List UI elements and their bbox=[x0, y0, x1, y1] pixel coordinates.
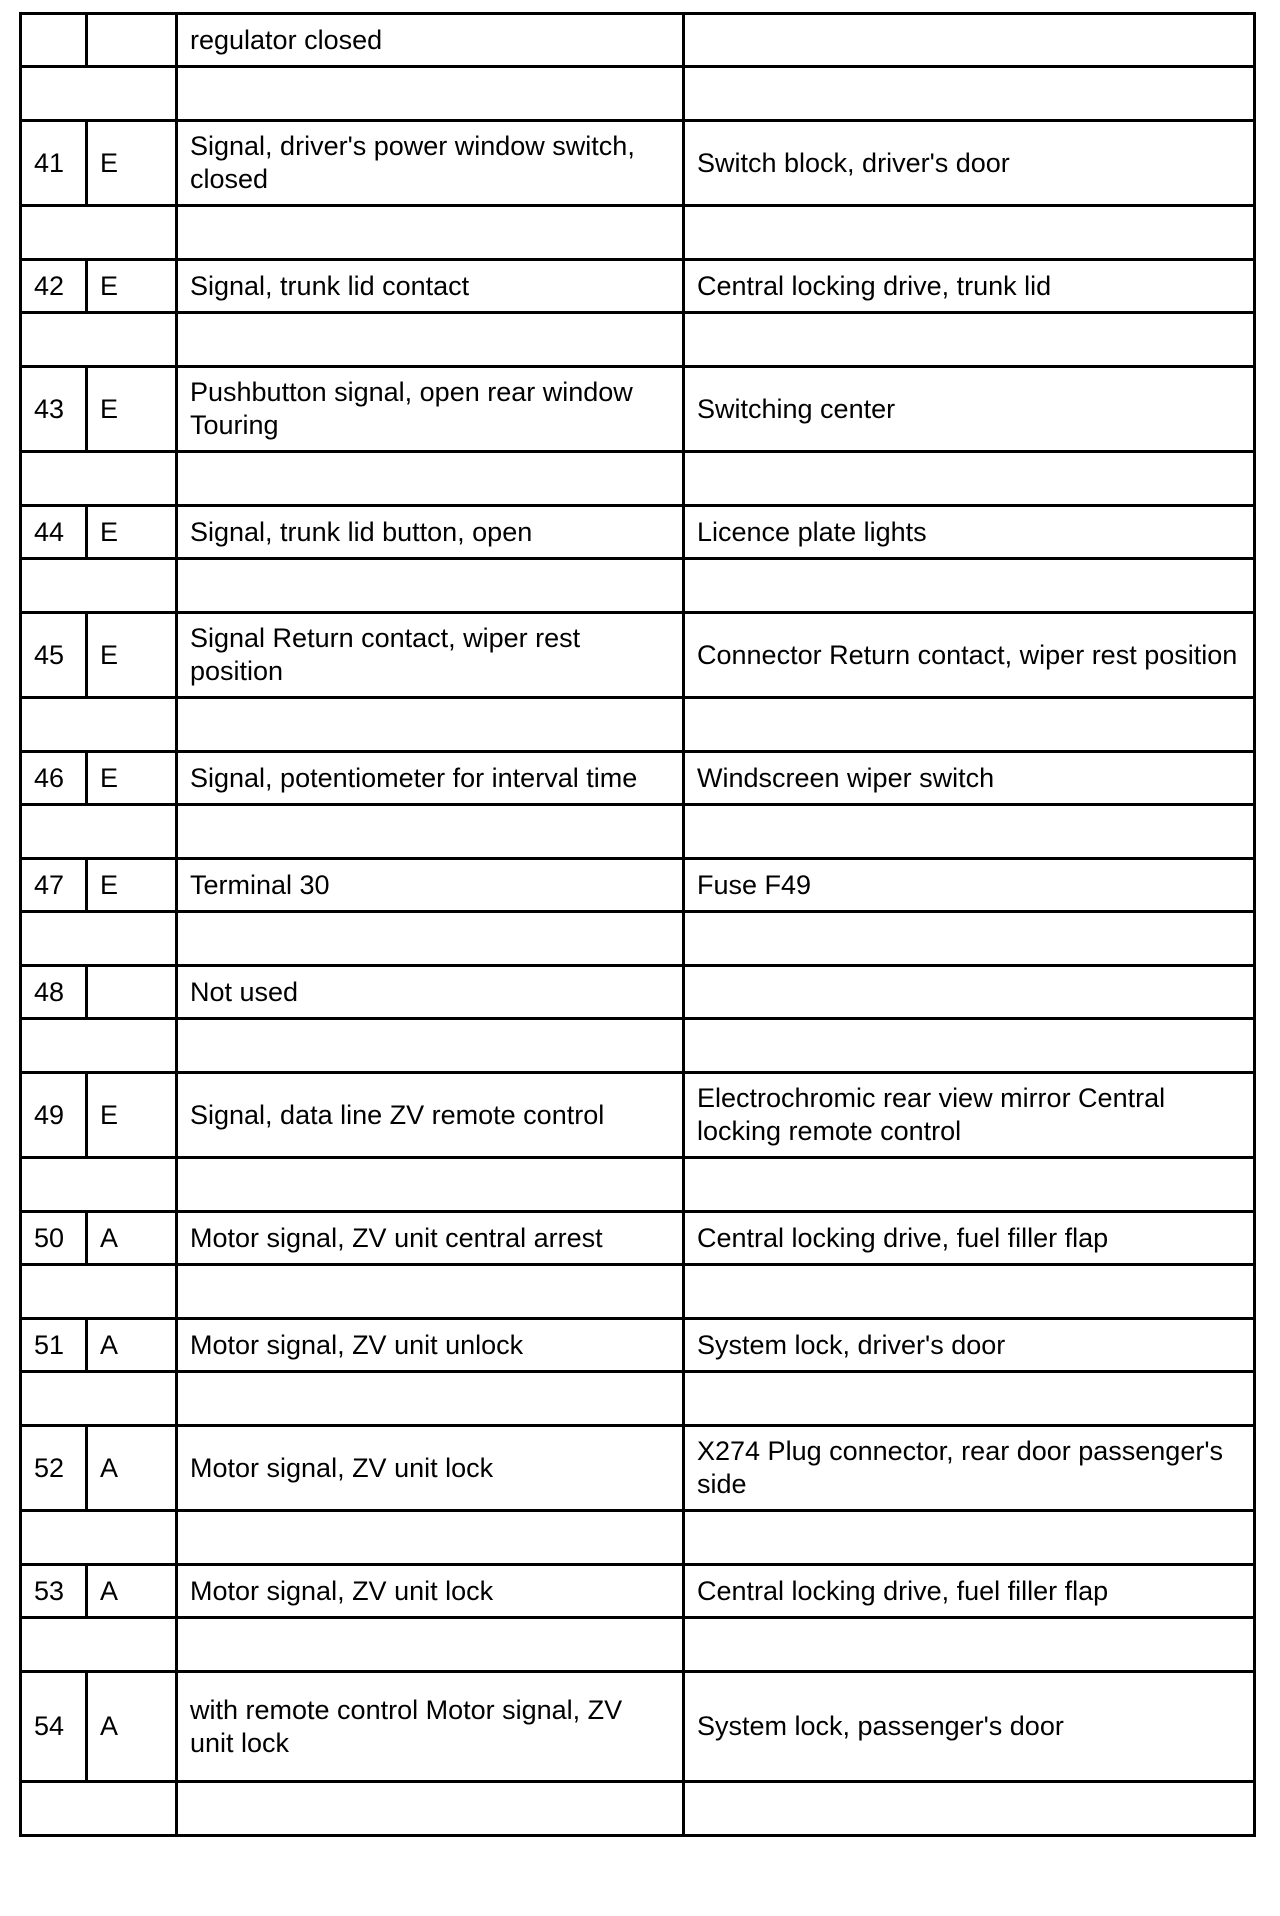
connection-target-cell: X274 Plug connector, rear door passenger's side bbox=[684, 1426, 1255, 1511]
spacer-cell bbox=[684, 698, 1255, 752]
spacer-cell bbox=[177, 67, 684, 121]
signal-direction-cell: A bbox=[87, 1319, 177, 1372]
signal-description-cell: Motor signal, ZV unit lock bbox=[177, 1426, 684, 1511]
connection-target-cell: Central locking drive, trunk lid bbox=[684, 260, 1255, 313]
spacer-row bbox=[21, 452, 1255, 506]
spacer-cell bbox=[177, 1511, 684, 1565]
table-row bbox=[21, 1672, 1255, 1782]
table-row bbox=[21, 613, 1255, 698]
spacer-row bbox=[21, 1511, 1255, 1565]
spacer-cell bbox=[177, 1372, 684, 1426]
spacer-cell bbox=[21, 1158, 177, 1212]
pin-number-cell: 50 bbox=[21, 1212, 87, 1265]
pin-number-cell: 52 bbox=[21, 1426, 87, 1511]
pin-number-cell: 42 bbox=[21, 260, 87, 313]
spacer-cell bbox=[177, 1158, 684, 1212]
connection-target-cell: Switching center bbox=[684, 367, 1255, 452]
connection-target-cell: Central locking drive, fuel filler flap bbox=[684, 1565, 1255, 1618]
spacer-cell bbox=[684, 1782, 1255, 1836]
spacer-cell bbox=[21, 559, 177, 613]
spacer-cell bbox=[177, 1019, 684, 1073]
spacer-row bbox=[21, 313, 1255, 367]
table-row bbox=[21, 506, 1255, 559]
spacer-cell bbox=[21, 206, 177, 260]
spacer-cell bbox=[684, 1019, 1255, 1073]
spacer-cell bbox=[177, 912, 684, 966]
spacer-row bbox=[21, 1019, 1255, 1073]
spacer-row bbox=[21, 1618, 1255, 1672]
spacer-cell bbox=[21, 1372, 177, 1426]
pin-table-body bbox=[21, 14, 1255, 1836]
pin-number-cell: 53 bbox=[21, 1565, 87, 1618]
spacer-row bbox=[21, 698, 1255, 752]
signal-direction-cell: E bbox=[87, 260, 177, 313]
spacer-cell bbox=[684, 452, 1255, 506]
spacer-cell bbox=[684, 313, 1255, 367]
signal-description-cell: Signal, data line ZV remote control bbox=[177, 1073, 684, 1158]
spacer-cell bbox=[684, 1158, 1255, 1212]
signal-direction-cell: E bbox=[87, 1073, 177, 1158]
spacer-cell bbox=[177, 698, 684, 752]
signal-direction-cell: E bbox=[87, 121, 177, 206]
pin-number-cell: 43 bbox=[21, 367, 87, 452]
spacer-row bbox=[21, 206, 1255, 260]
signal-description-cell: Terminal 30 bbox=[177, 859, 684, 912]
spacer-cell bbox=[21, 1782, 177, 1836]
signal-direction-cell: E bbox=[87, 752, 177, 805]
table-row bbox=[21, 1212, 1255, 1265]
signal-direction-cell bbox=[87, 14, 177, 67]
spacer-cell bbox=[21, 67, 177, 121]
spacer-row bbox=[21, 67, 1255, 121]
connection-target-cell: Switch block, driver's door bbox=[684, 121, 1255, 206]
connection-target-cell: Electrochromic rear view mirror Central locking remote control bbox=[684, 1073, 1255, 1158]
pin-assignment-table bbox=[19, 12, 1256, 1837]
signal-direction-cell: E bbox=[87, 613, 177, 698]
signal-direction-cell: A bbox=[87, 1672, 177, 1782]
spacer-cell bbox=[684, 805, 1255, 859]
table-row bbox=[21, 966, 1255, 1019]
spacer-cell bbox=[177, 1265, 684, 1319]
spacer-cell bbox=[684, 1618, 1255, 1672]
spacer-cell bbox=[684, 67, 1255, 121]
connection-target-cell: Licence plate lights bbox=[684, 506, 1255, 559]
signal-description-cell: Pushbutton signal, open rear window Touring bbox=[177, 367, 684, 452]
spacer-cell bbox=[177, 452, 684, 506]
spacer-cell bbox=[21, 1511, 177, 1565]
spacer-cell bbox=[177, 559, 684, 613]
connection-target-cell: Windscreen wiper switch bbox=[684, 752, 1255, 805]
table-row bbox=[21, 260, 1255, 313]
table-row bbox=[21, 1565, 1255, 1618]
pin-number-cell: 47 bbox=[21, 859, 87, 912]
spacer-cell bbox=[684, 1265, 1255, 1319]
spacer-cell bbox=[177, 206, 684, 260]
table-row bbox=[21, 367, 1255, 452]
spacer-row bbox=[21, 1158, 1255, 1212]
signal-description-cell: Signal, potentiometer for interval time bbox=[177, 752, 684, 805]
pin-number-cell: 41 bbox=[21, 121, 87, 206]
spacer-cell bbox=[684, 559, 1255, 613]
spacer-cell bbox=[684, 206, 1255, 260]
spacer-cell bbox=[177, 313, 684, 367]
table-row bbox=[21, 1426, 1255, 1511]
spacer-row bbox=[21, 1372, 1255, 1426]
signal-direction-cell: E bbox=[87, 506, 177, 559]
signal-direction-cell: A bbox=[87, 1212, 177, 1265]
signal-direction-cell: E bbox=[87, 859, 177, 912]
spacer-row bbox=[21, 1782, 1255, 1836]
signal-direction-cell bbox=[87, 966, 177, 1019]
signal-direction-cell: E bbox=[87, 367, 177, 452]
signal-description-cell: Not used bbox=[177, 966, 684, 1019]
spacer-cell bbox=[21, 805, 177, 859]
pin-number-cell: 46 bbox=[21, 752, 87, 805]
connection-target-cell: System lock, passenger's door bbox=[684, 1672, 1255, 1782]
pin-number-cell: 54 bbox=[21, 1672, 87, 1782]
signal-description-cell: Motor signal, ZV unit lock bbox=[177, 1565, 684, 1618]
signal-direction-cell: A bbox=[87, 1565, 177, 1618]
table-row bbox=[21, 14, 1255, 67]
spacer-cell bbox=[684, 912, 1255, 966]
table-row bbox=[21, 752, 1255, 805]
connection-target-cell bbox=[684, 14, 1255, 67]
spacer-cell bbox=[21, 698, 177, 752]
connection-target-cell: Fuse F49 bbox=[684, 859, 1255, 912]
table-row bbox=[21, 1319, 1255, 1372]
connection-target-cell: Connector Return contact, wiper rest position bbox=[684, 613, 1255, 698]
spacer-cell bbox=[177, 1618, 684, 1672]
signal-description-cell: Signal Return contact, wiper rest position bbox=[177, 613, 684, 698]
connection-target-cell bbox=[684, 966, 1255, 1019]
signal-description-cell: with remote control Motor signal, ZV unit lock bbox=[177, 1672, 684, 1782]
spacer-row bbox=[21, 805, 1255, 859]
signal-description-cell: Signal, trunk lid button, open bbox=[177, 506, 684, 559]
pin-number-cell: 51 bbox=[21, 1319, 87, 1372]
pin-number-cell: 49 bbox=[21, 1073, 87, 1158]
connection-target-cell: System lock, driver's door bbox=[684, 1319, 1255, 1372]
signal-description-cell: regulator closed bbox=[177, 14, 684, 67]
table-row bbox=[21, 121, 1255, 206]
spacer-cell bbox=[684, 1372, 1255, 1426]
signal-description-cell: Signal, driver's power window switch, closed bbox=[177, 121, 684, 206]
spacer-row bbox=[21, 912, 1255, 966]
signal-description-cell: Motor signal, ZV unit unlock bbox=[177, 1319, 684, 1372]
spacer-cell bbox=[177, 1782, 684, 1836]
pin-number-cell: 48 bbox=[21, 966, 87, 1019]
table-row bbox=[21, 1073, 1255, 1158]
signal-description-cell: Signal, trunk lid contact bbox=[177, 260, 684, 313]
table-row bbox=[21, 859, 1255, 912]
spacer-cell bbox=[21, 452, 177, 506]
spacer-cell bbox=[684, 1511, 1255, 1565]
spacer-row bbox=[21, 1265, 1255, 1319]
signal-direction-cell: A bbox=[87, 1426, 177, 1511]
pin-number-cell: 44 bbox=[21, 506, 87, 559]
spacer-cell bbox=[21, 1265, 177, 1319]
pin-number-cell bbox=[21, 14, 87, 67]
spacer-cell bbox=[21, 1618, 177, 1672]
connection-target-cell: Central locking drive, fuel filler flap bbox=[684, 1212, 1255, 1265]
signal-description-cell: Motor signal, ZV unit central arrest bbox=[177, 1212, 684, 1265]
pin-number-cell: 45 bbox=[21, 613, 87, 698]
spacer-cell bbox=[21, 912, 177, 966]
spacer-cell bbox=[21, 1019, 177, 1073]
spacer-cell bbox=[177, 805, 684, 859]
spacer-row bbox=[21, 559, 1255, 613]
spacer-cell bbox=[21, 313, 177, 367]
